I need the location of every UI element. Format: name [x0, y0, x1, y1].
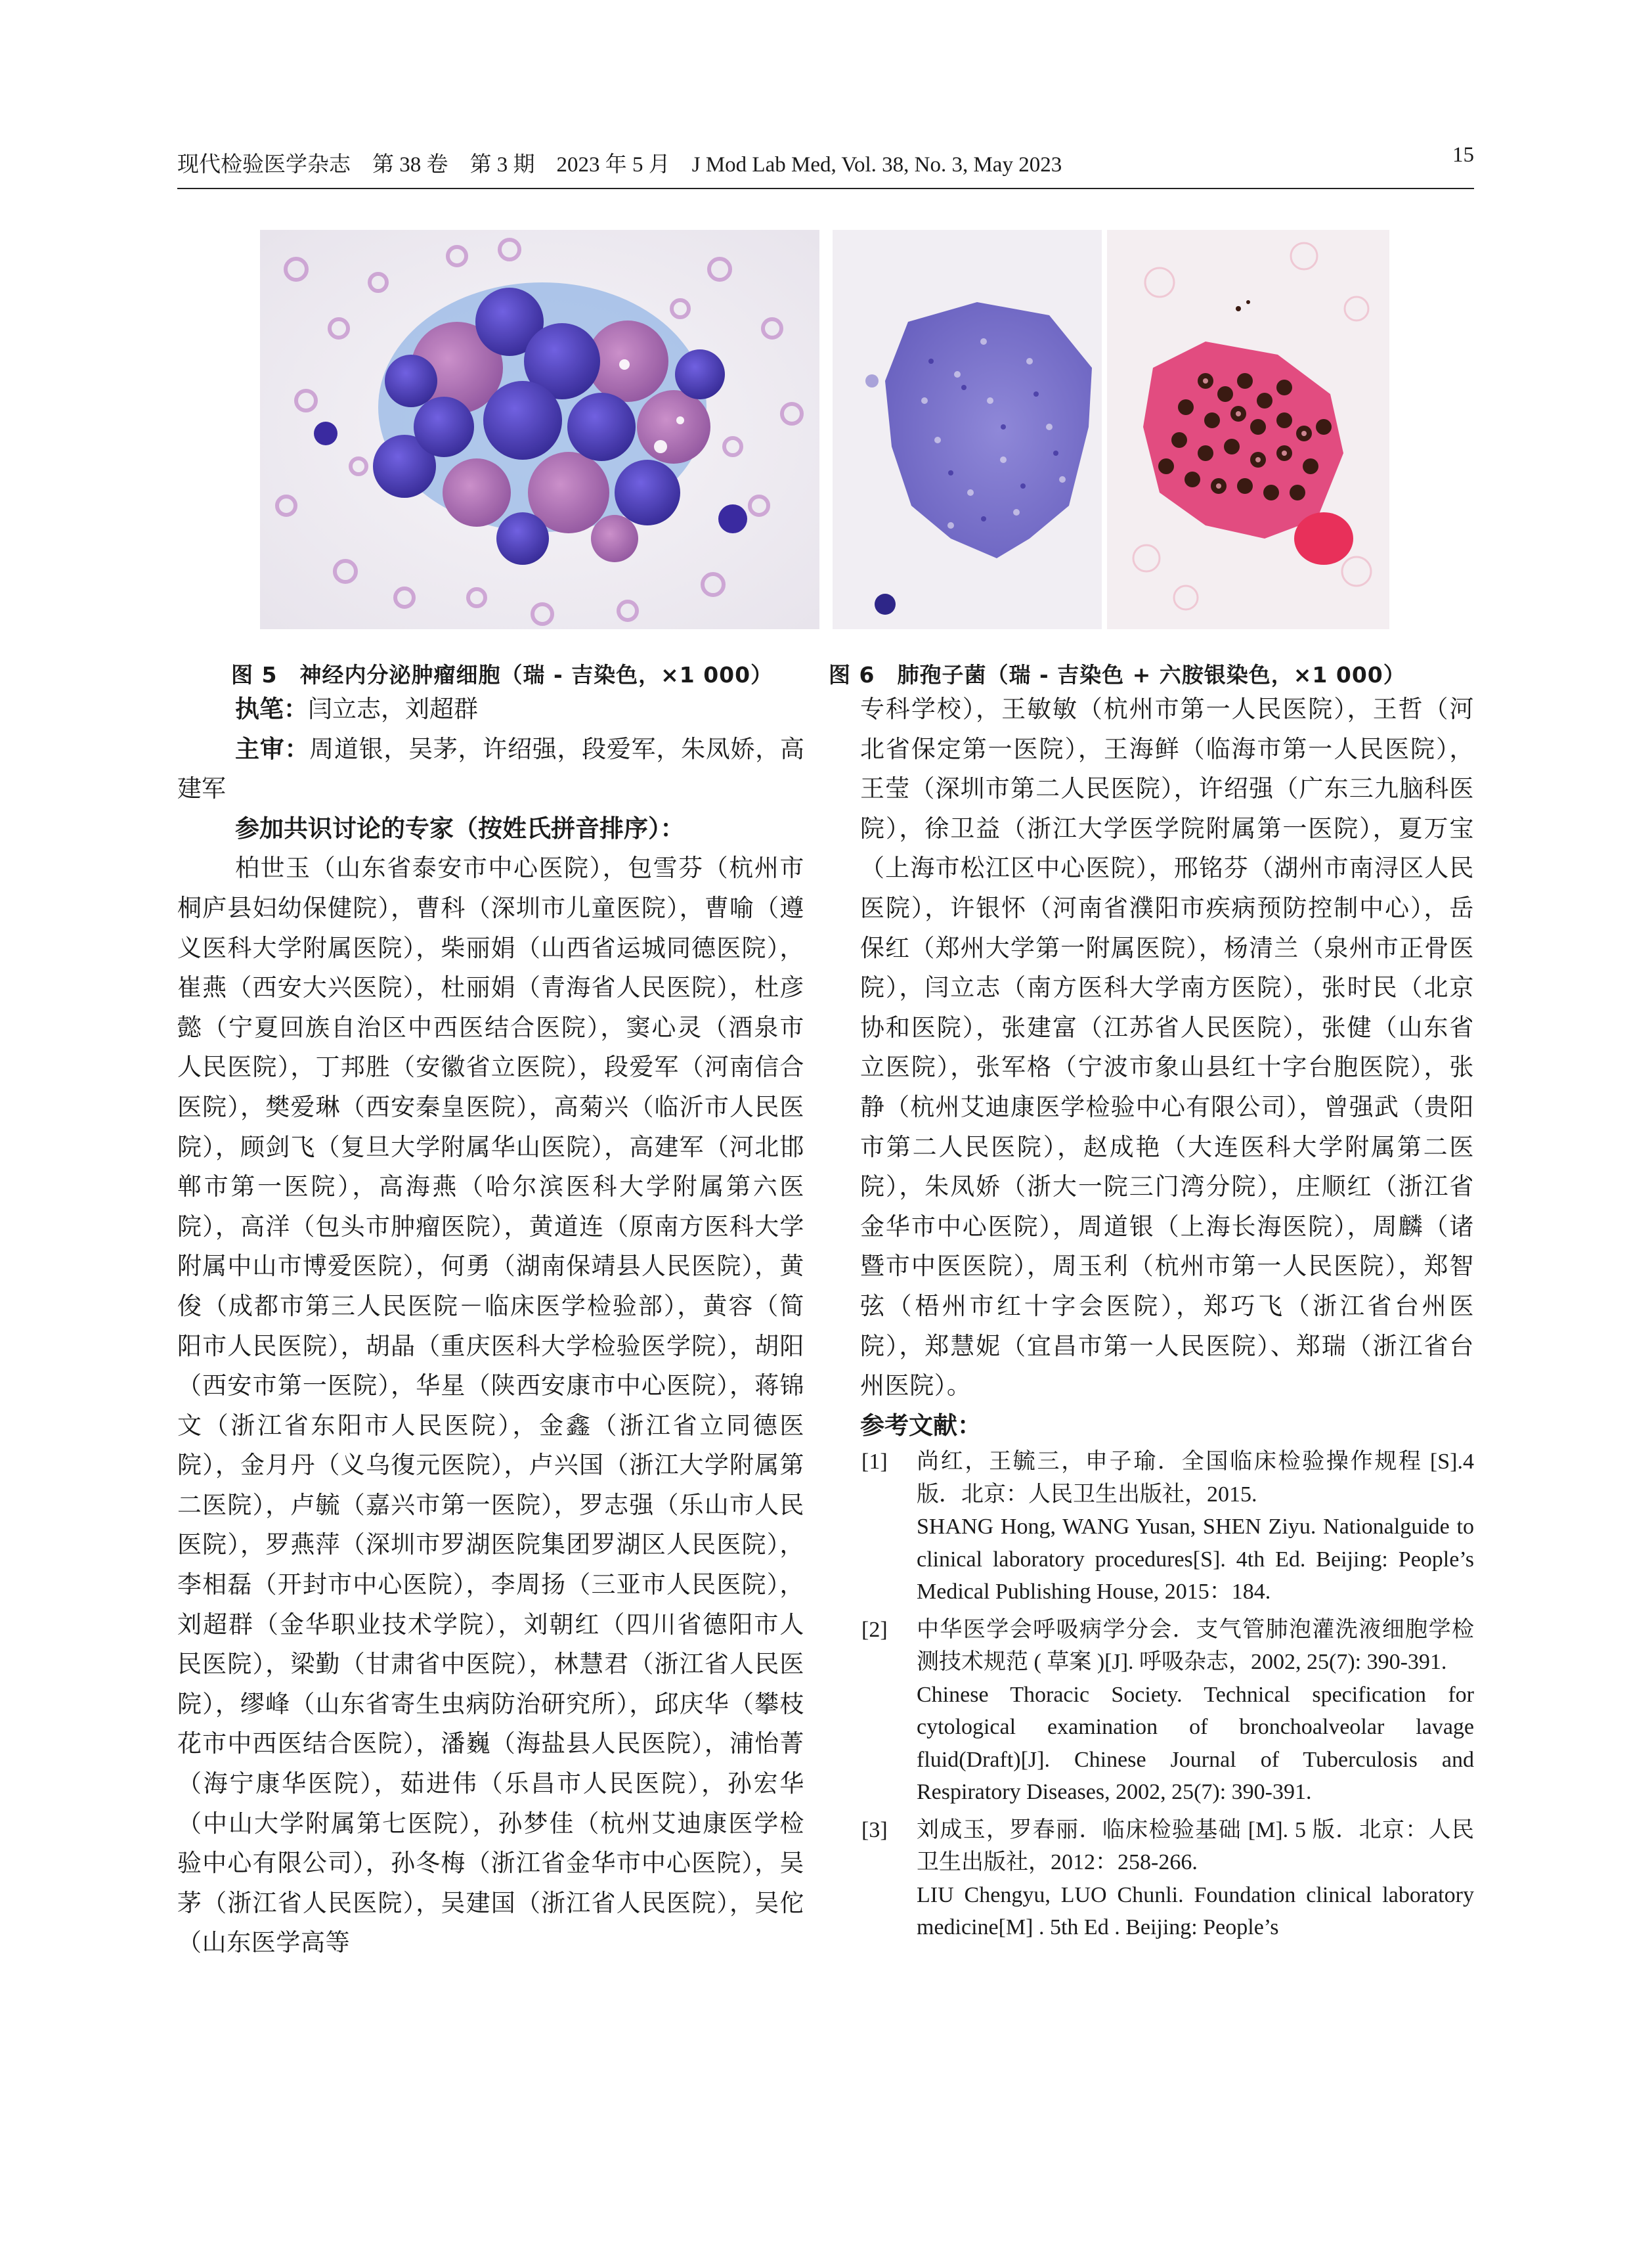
reference-english: SHANG Hong, WANG Yusan, SHEN Ziyu. Nationalguide to clinical laboratory procedures[S]. 4th Ed. Beijing: People’s Medical Publishing House, 2015：184. [917, 1515, 1474, 1605]
figure-5-caption: 图 5 神经内分泌肿瘤细胞（瑞 - 吉染色，×1 000） [231, 662, 773, 688]
reference-chinese: 中华医学会呼吸病学分会．支气管肺泡灌洗液细胞学检测技术规范 ( 草案 )[J]. 呼吸杂志，2002, 25(7): 390-391. [917, 1617, 1474, 1675]
reference-english: Chinese Thoracic Society. Technical specification for cytological examination of bronchoalveolar lavage fluid(Draft)[J]. Chinese Journal of Tuberculosis and Respiratory Diseases, 2002, 25(7): 390-391. [917, 1682, 1474, 1805]
experts-list-right: 专科学校），王敏敏（杭州市第一人民医院），王哲（河北省保定第一医院），王海鲜（临海市第一人民医院），王莹（深圳市第二人民医院），许绍强（广东三九脑科医院），徐卫益（浙江大学医学院附属第一医院），夏万宝（上海市松江区中心医院），邢铭芬（湖州市南浔区人民医院），许银怀（河南省濮阳市疾病预防控制中心），岳保红（郑州大学第一附属医院），杨清兰（泉州市正骨医院），闫立志（南方医科大学南方医院），张时民（北京协和医院），张建富（江苏省人民医院），张健（山东省立医院），张军格（宁波市象山县红十字台胞医院），张静（杭州艾迪康医学检验中心有限公司），曾强武（贵阳市第二人民医院），赵成艳（大连医科大学附属第二医院），朱凤娇（浙大一院三门湾分院），庄顺红（浙江省金华市中心医院），周道银（上海长海医院），周麟（诸暨市中医医院），周玉利（杭州市第一人民医院），郑智弦（梧州市红十字会医院），郑巧飞（浙江省台州医院），郑慧妮（宜昌市第一人民医院）、郑瑞（浙江省台州医院）。 [860, 695, 1474, 1400]
references-heading: 参考文献： [860, 1411, 982, 1440]
experts-list-left: 柏世玉（山东省泰安市中心医院），包雪芬（杭州市桐庐县妇幼保健院），曹科（深圳市儿童医院），曹喻（遵义医科大学附属医院），柴丽娟（山西省运城同德医院），崔燕（西安大兴医院），杜丽娟（青海省人民医院），杜彦懿（宁夏回族自治区中西医结合医院），窦心灵（酒泉市人民医院），丁邦胜（安徽省立医院），段爱军（河南信合医院），樊爱琳（西安秦皇医院），高菊兴（临沂市人民医院），顾剑飞（复旦大学附属华山医院），高建军（河北邯郸市第一医院），高海燕（哈尔滨医科大学附属第六医院），高洋（包头市肿瘤医院），黄道连（原南方医科大学附属中山市博爱医院），何勇（湖南保靖县人民医院），黄俊（成都市第三人民医院－临床医学检验部），黄容（简阳市人民医院），胡晶（重庆医科大学检验医学院），胡阳（西安市第一医院），华星（陕西安康市中心医院），蒋锦文（浙江省东阳市人民医院），金鑫（浙江省立同德医院），金月丹（义乌復元医院），卢兴国（浙江大学附属第二医院），卢毓（嘉兴市第一医院），罗志强（乐山市人民医院），罗燕萍（深圳市罗湖医院集团罗湖区人民医院），李相磊（开封市中心医院），李周扬（三亚市人民医院），刘超群（金华职业技术学院），刘朝红（四川省德阳市人民医院），梁勤（甘肃省中医院），林慧君（浙江省人民医院），缪峰（山东省寄生虫病防治研究所），邱庆华（攀枝花市中西医结合医院），潘巍（海盐县人民医院），浦怡菁（海宁康华医院），茹进伟（乐昌市人民医院），孙宏华（中山大学附属第七医院），孙梦佳（杭州艾迪康医学检验中心有限公司），孙冬梅（浙江省金华市中心医院），吴茅（浙江省人民医院），吴建国（浙江省人民医院），吴佗（山东医学高等 [177, 854, 804, 1957]
experts-heading: 参加共识讨论的专家（按姓氏拼音排序）： [235, 814, 685, 843]
reference-chinese: 刘成玉，罗春丽．临床检验基础 [M]. 5 版．北京：人民卫生出版社，2012：258-266. [917, 1817, 1474, 1875]
reference-item [860, 1614, 1474, 1809]
reviewers-line [177, 730, 804, 809]
reference-item [860, 1814, 1474, 1944]
reference-number: [1] [861, 1450, 888, 1474]
pneumocystis-silver-stain-image [1107, 230, 1389, 629]
reviewers-names: 周道银，吴茅，许绍强，段爱军，朱凤娇，高建军 [177, 734, 805, 803]
figure-6-left-micrograph [833, 230, 1102, 629]
journal-citation: 现代检验医学杂志 第 38 卷 第 3 期 2023 年 5 月 J Mod Lab Med, Vol. 38, No. 3, May 2023 [177, 153, 1062, 177]
reviewers-label: 主审： [235, 734, 310, 763]
writers-line [177, 690, 804, 730]
figure-6-caption: 图 6 肺孢子菌（瑞 - 吉染色 + 六胺银染色，×1 000） [829, 662, 1406, 688]
page-number: 15 [1452, 143, 1474, 167]
reference-item [860, 1446, 1474, 1608]
figure-5-micrograph [260, 230, 819, 629]
neuroendocrine-cells-image [260, 230, 819, 629]
reference-number: [2] [861, 1617, 888, 1642]
reference-number: [3] [861, 1817, 888, 1842]
reference-chinese: 尚红，王毓三，申子瑜．全国临床检验操作规程 [S].4 版．北京：人民卫生出版社，2015. [917, 1450, 1474, 1507]
running-head [177, 143, 1474, 189]
right-column [860, 690, 1474, 1949]
reference-english: LIU Chengyu, LUO Chunli. Foundation clinical laboratory medicine[M] . 5th Ed . Beijing: People’s [917, 1882, 1474, 1940]
figure-6-right-micrograph [1107, 230, 1389, 629]
writers-names: 闫立志，刘超群 [308, 695, 478, 723]
writers-label: 执笔： [235, 695, 308, 723]
left-column [177, 690, 804, 1963]
pneumocystis-wright-giemsa-image [833, 230, 1102, 629]
